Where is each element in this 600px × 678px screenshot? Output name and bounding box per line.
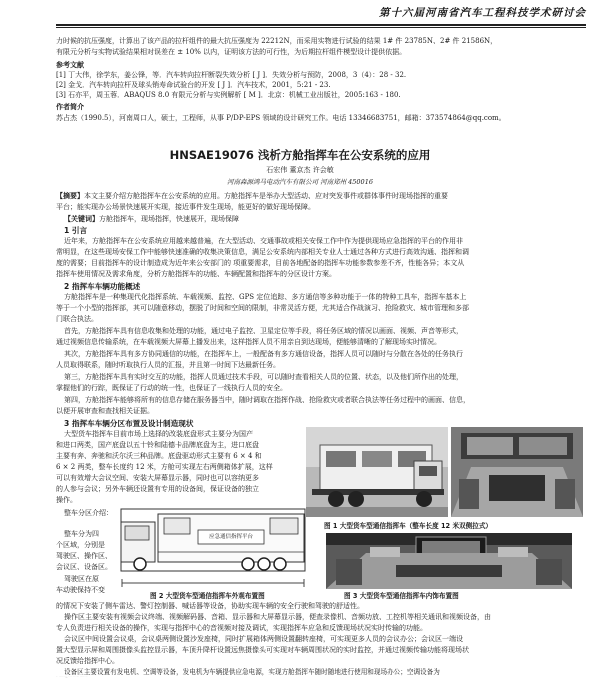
- reference-item: [2] 金戈．汽车转向拉杆及球头销寿命试验台的开发 [ J ]．汽车技术，2001，5:21 - 23.: [56, 81, 331, 89]
- zone-intro-label: 整车分区介绍：: [64, 509, 113, 517]
- figure-3-caption: 图 3 大型货车型通信指挥车内饰布置图: [344, 592, 459, 600]
- paragraph-line: 和进口两类，国产底盘以五十铃和陆德卡品牌底盘为主，进口底盘: [56, 441, 259, 449]
- paragraph-line: 其次，方舱指挥车具有多方协同通信的功能，在指挥车上，一般配备有多方通信设备，指挥人员可以随时与分散在各处的任务执行: [64, 350, 463, 358]
- paragraph-line: 的情况下安装了侧车雷达、警灯控制器、喊话器等设备，协助实现车辆的安全行驶和驾驶的舒适性。: [56, 602, 364, 610]
- abstract-text: 本文主要介绍方舱指挥车在公安系统的应用。方舱指挥车是举办大型活动、应对突发事件或群体事件时现场指挥的重要: [84, 192, 448, 200]
- abstract-text: 平台；能实现办公场景快速展开实现，接近事件发生现场，能更好的做好现场保障。: [56, 203, 315, 211]
- paragraph-line: 首先，方舱指挥车具有信息收集和处理的功能，通过电子监控、卫星定位等手段，将任务区域的情况以画面、视频、声音等形式，: [64, 327, 463, 335]
- header-rule: [56, 24, 586, 26]
- zone-text-line: 个区域，分别是: [56, 541, 105, 549]
- keywords-text: 方舱指挥车，现场指挥，快速展开，现场保障: [99, 215, 239, 223]
- paragraph-line: 以便开展审查和查找相关证据。: [56, 407, 154, 415]
- paragraph-line: 6 × 2 两类，整车长度约 12 米，方舱可实现左右两侧箱体扩展，这样: [56, 463, 273, 471]
- paragraph-line: 通过视频信息传输系统，在车载视频大屏幕上播发出来，这样指挥人员不用亲自到达现场，便能够清晰的了解现场实时情况。: [56, 338, 441, 346]
- paragraph-line: 掌握他们的行踪，既保证了行动的统一性，也保证了一线执行人员的安全。: [56, 384, 287, 392]
- paragraph-line: 设备区主要设置有发电机、空调等设备，发电机为车辆提供应急电源，实现方舱指挥车随时随地进行使用和现场办公；空调设备为: [64, 668, 440, 676]
- paragraph-line: 操作。: [56, 496, 77, 504]
- paragraph-line: 第三，方舱指挥车具有实时交互的功能，指挥人员通过技术手段，可以随时查看相关人员的位置、状态，以及他们所作出的处理，: [64, 373, 463, 381]
- paragraph-line: 门联合执法。: [56, 315, 98, 323]
- paragraph-line: 第四，方舱指挥车能够将所有的信息存储在服务器当中，随时调取在指挥作战、抢险救灾或者联合执法等任务过程中的画面、信息，: [64, 396, 470, 404]
- author-bio-heading: 作者简介: [56, 103, 84, 111]
- zone-text-line: 车动驶保持不变: [56, 586, 105, 594]
- figure-1-caption: 图 1 大型货车型通信指挥车（整车长度 12 米双侧拉式）: [324, 522, 493, 530]
- paragraph-line: 主要有奔、奔驰和沃尔沃三种品牌。底盘驱动形式主要有 6 × 4 和: [56, 452, 262, 460]
- carryover-line: 有限元分析与实物试验结果相对误差在 ± 10% 以内，证明该方法的可行性，为后期拉杆组件模型设计提供依据。: [56, 48, 407, 56]
- zone-text-line: 驾驶区在原: [64, 575, 99, 583]
- paragraph-line: 近年来，方舱指挥车在公安系统应用越来越普遍，在大型活动、交通事故或相关安保工作中作为提供现场应急指挥的平台的作用非: [64, 237, 463, 245]
- abstract-label: 【摘要】: [56, 192, 84, 200]
- paragraph-line-cropped: 舱内工作人员提供舒适的工作环境和工作条件，保障工作人员的基本需求。: [56, 676, 89, 677]
- paragraph-line: 人员取得联系，随时听取执行人员的汇报，并且第一时间下达最新任务。: [56, 361, 280, 369]
- figure-2-base-detail: [120, 574, 306, 586]
- figure-1-exterior-photo: [306, 427, 448, 517]
- abstract-line: [56, 191, 586, 202]
- paragraph-line: 可以有效增大会议空间、安装大屏幕显示器，同时也可以容纳更多: [56, 474, 259, 482]
- figure-1-interior-photo: [451, 427, 583, 517]
- paragraph-line: 会议区中间设置会议桌，会议桌两侧设置沙发座椅，同时扩展箱体两侧设置翻转座椅，可实现更多人员的会议办公；会议区一端设: [64, 635, 463, 643]
- paragraph-line: 专人负责进行相关设备的操作，实现与指挥中心的音视频对接及调试，实现指挥车应急和反馈现场状况实时传输的功能。: [56, 624, 427, 632]
- zone-text-line: 会议区、设备区。: [56, 563, 112, 571]
- reference-item: [1] 丁大伟，徐学东，姜公锋，等．汽车转向拉杆断裂失效分析 [ J ]．失效分析与预防，2008，3（4）：28 - 32.: [56, 71, 407, 79]
- section-heading: 3 指挥车车辆分区布置及设计制造现状: [64, 419, 194, 428]
- paragraph-line: 的人参与会议；另外车辆还设置有专用的设备间，保证设备的独立: [56, 485, 259, 493]
- article-title: HNSAE19076 浅析方舱指挥车在公安系统的应用: [169, 148, 431, 162]
- paragraph-line: 方舱指挥车是一种集现代化指挥系统、车载视频、监控、GPS 定位追踪、多方通信等多种功能于一体的特种工具车，指挥车基本上: [64, 293, 467, 301]
- keywords-line: [64, 214, 594, 225]
- section-heading: 2 指挥车车辆功能概述: [64, 282, 141, 291]
- paragraph-line: 置大型显示屏和周围摄像头监控显示器，车顶升降杆设置远焦摄像头可实现对车辆周围状况的实时监控，并通过视频传输功能将现场状: [56, 646, 469, 654]
- paragraph-line: 况反馈给指挥中心。: [56, 657, 119, 665]
- figure-2-panel-label: 应急通信指挥平台: [208, 534, 253, 540]
- paragraph-line: 操作区主要安装有视频会议终端、视频解码器、音箱、显示器和大屏幕显示器，便查录像机、音频功放、工控机等相关通讯和视频设备，由: [64, 613, 491, 621]
- article-authors: 石宏伟 董京杰 许会敏: [266, 166, 334, 174]
- article-affiliation: 河南森源鸿马电动汽车有限公司 河南郑州 450016: [227, 178, 373, 186]
- reference-item: [3] 石亦平，周玉蓉．ABAQUS 8.0 有限元分析与实例解析 [ M ]．北京：机械工业出版社，2005:163 - 180.: [56, 91, 401, 99]
- paragraph-line: 等于一个小型的指挥部，其可以随意移动，摆脱了时间和空间的限制，非常灵活方便，尤其适合作战演习、抢险救灾、城市管理和多部: [56, 304, 469, 312]
- header-rule-thin: [56, 27, 586, 28]
- zone-text-line: 驾驶区、操作区、: [56, 552, 112, 560]
- paragraph-line: 常明显，在这些现场安保工作中能够快速准确的收集决策信息，满足公安系统内部相关专业人士通过各种方式进行高效沟通、指挥和调: [56, 248, 469, 256]
- keywords-label: 【关键词】: [64, 215, 99, 223]
- figure-2-exterior-drawing: [120, 508, 306, 572]
- author-bio-text: 苏占杰（1990.5），河南周口人，硕士，工程师，从事 P/DP-EPS 领域的设计研究工作。电话 13346683751，邮箱：373574864@qq.com。: [56, 114, 506, 122]
- paragraph-line: 指挥车使用情况及需求角度，分析方舱指挥车的功能、车辆配置和指挥车的分区设计方案。: [56, 270, 336, 278]
- references-heading: 参考文献: [56, 61, 84, 69]
- figure-2-caption: 图 2 大型货车型通信指挥车外观布置图: [150, 592, 265, 600]
- carryover-line: 力时候的抗压强度，计算出了该产品的拉杆组件的最大抗压强度为 22212N，而采用实物进行试验的结果 1# 件 23785N、2# 件 21586N，: [56, 37, 498, 45]
- figure-3-interior-photo: [326, 533, 572, 589]
- zone-text-line: 整车分为四: [64, 530, 99, 538]
- paragraph-line: 度的需要；目前指挥车的设计制造成为近年来公安部门的 项重要需求，目前各地配备的指挥车功能参数参差不齐，性能各异；本文从: [56, 259, 465, 267]
- section-heading: 1 引言: [64, 226, 88, 235]
- paragraph-line: 大型货车指挥车目前市场上选择的改装底盘形式主要分为国产: [64, 430, 253, 438]
- running-header: 第十六届河南省汽车工程科技学术研讨会: [379, 7, 586, 19]
